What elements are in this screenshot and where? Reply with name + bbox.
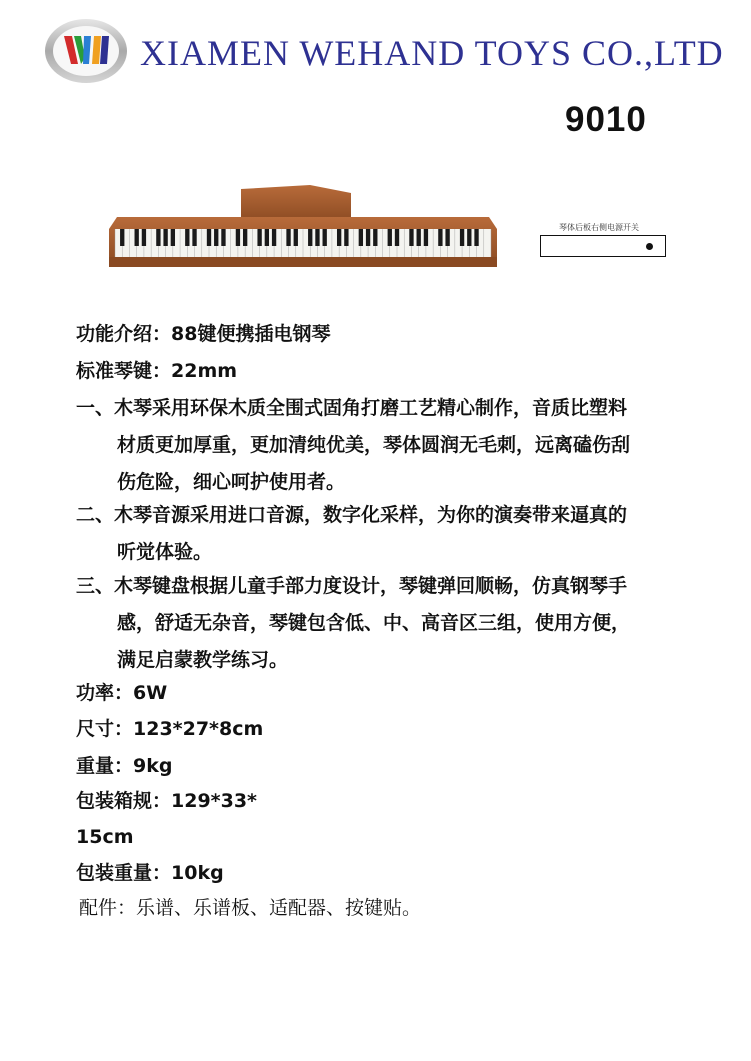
model-number: 9010 [565,100,647,139]
power-switch-caption: 琴体后板右侧电源开关 [559,223,639,232]
weight-text: 重量：9kg [76,755,173,777]
line: 材质更加厚重，更加清纯优美，琴体圆润无毛刺，远离磕伤刮 [117,434,631,456]
feature-point-1 [76,390,696,501]
size-text: 尺寸：123*27*8cm [76,718,264,740]
company-logo [44,18,128,84]
line: 三、木琴键盘根据儿童手部力度设计，琴键弹回顺畅，仿真钢琴手 [76,575,628,597]
switch-dot-icon [646,243,653,250]
feature-point-3 [76,568,696,679]
line: 满足启蒙教学练习。 [117,649,289,671]
feature-point-2 [76,497,696,571]
company-name: XIAMEN WEHAND TOYS CO.,LTD [140,33,724,73]
line: 感，舒适无杂音，琴键包含低、中、高音区三组，使用方便， [117,612,631,634]
line: 一、木琴采用环保木质全围式固角打磨工艺精心制作，音质比塑料 [76,397,628,419]
package-size-line2: 15cm [76,826,134,848]
function-text: 功能介绍：88键便携插电钢琴 [76,323,331,345]
key-standard-text: 标准琴键：22mm [76,360,238,382]
package-weight-text: 包装重量：10kg [76,862,224,884]
line: 听觉体验。 [117,541,213,563]
power-text: 功率：6W [76,682,168,704]
package-size-line1: 包装箱规：129*33* [76,790,257,812]
power-switch-diagram [540,235,666,257]
piano-image [105,183,501,273]
accessories-text: 配件：乐谱、乐谱板、适配器、按键贴。 [79,897,422,919]
line: 二、木琴音源采用进口音源，数字化采样，为你的演奏带来逼真的 [76,504,628,526]
line: 伤危险，细心呵护使用者。 [117,471,346,493]
